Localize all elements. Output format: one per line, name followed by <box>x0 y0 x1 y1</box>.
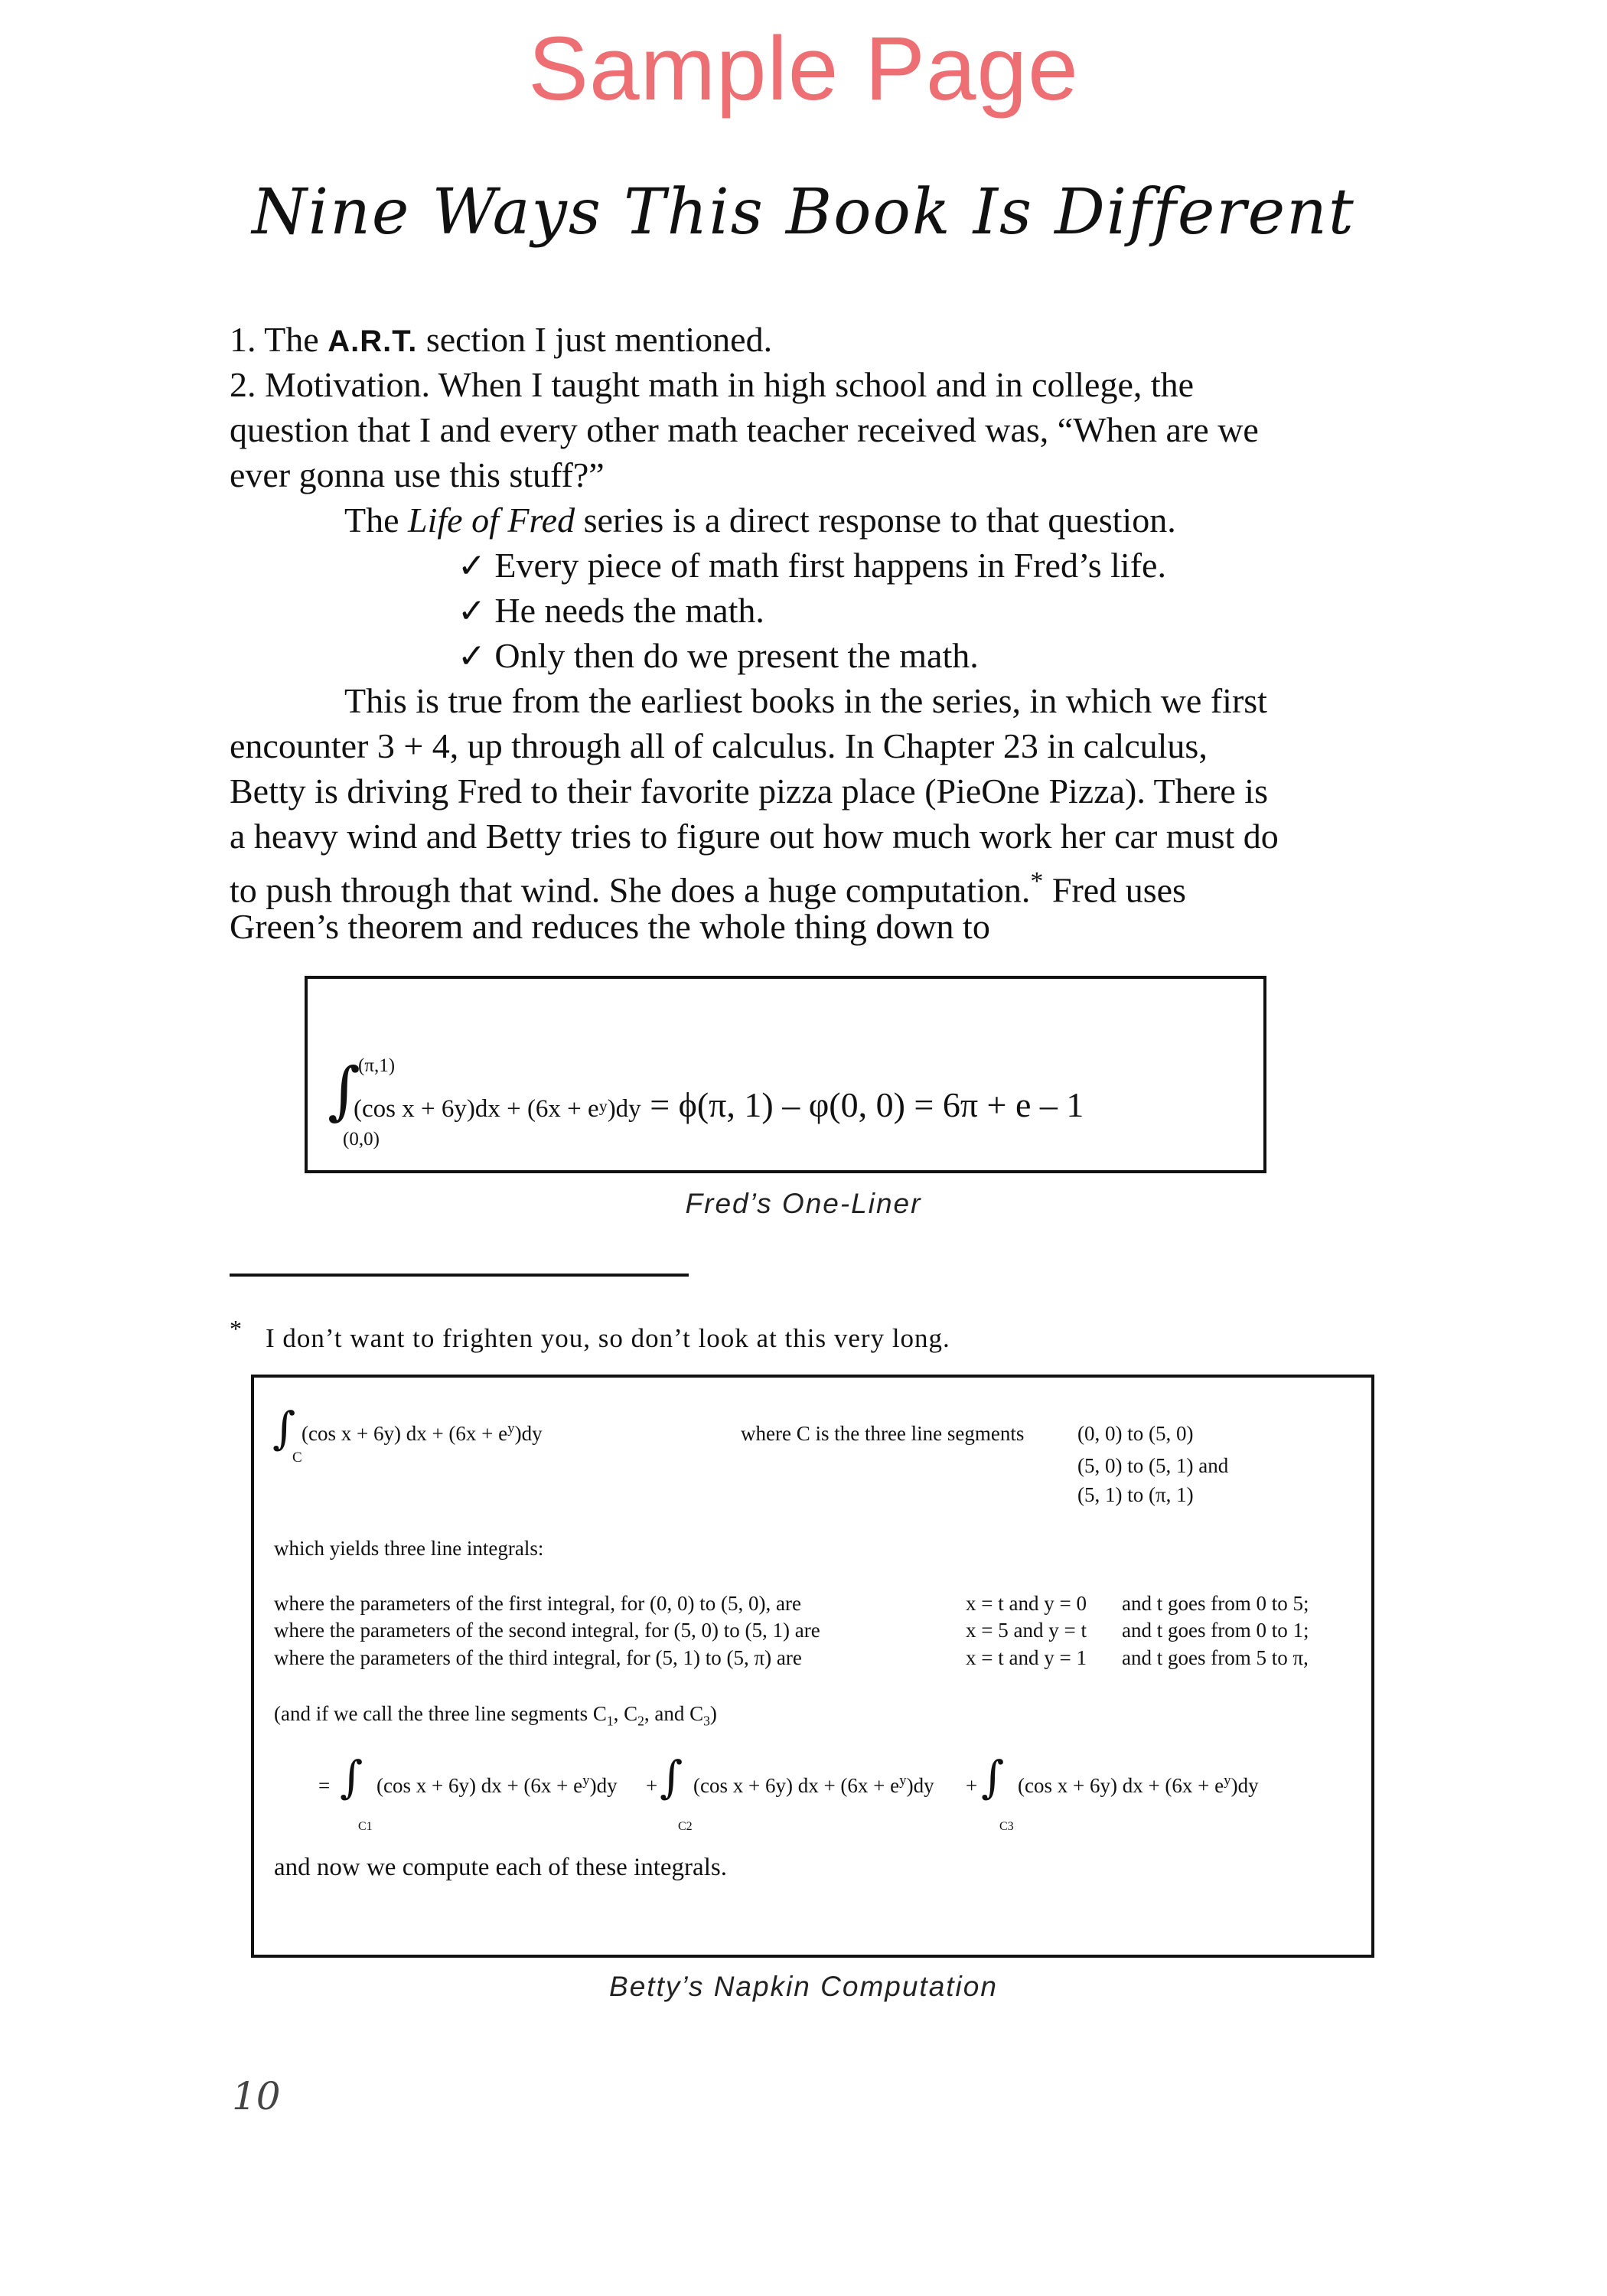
item-1 <box>230 317 772 364</box>
compute-text: and now we compute each of these integrals. <box>274 1854 727 1881</box>
term-b: )dy <box>589 1774 618 1797</box>
term-b: )dy <box>1231 1774 1259 1797</box>
term-a: (cos x + 6y) dx + (6x + e <box>1018 1774 1224 1797</box>
term-a: (cos x + 6y) dx + (6x + e <box>693 1774 900 1797</box>
integrand-sup: y <box>507 1420 515 1437</box>
paragraph-2-line-3: ever gonna use this stuff?” <box>230 455 605 494</box>
param-row-2-right: and t goes from 0 to 1; <box>1122 1619 1309 1642</box>
term-b: )dy <box>906 1774 934 1797</box>
plus-sign: + <box>646 1774 658 1797</box>
footnote-divider <box>230 1274 689 1277</box>
betty-integrand <box>302 1422 543 1446</box>
c1-label: C1 <box>358 1820 373 1833</box>
term-sup: y <box>1224 1773 1231 1789</box>
art-label: A.R.T. <box>328 325 418 358</box>
equation-result: = ϕ(π, 1) – φ(0, 0) = 6π + e – 1 <box>641 1085 1084 1124</box>
term-sup: y <box>899 1773 907 1789</box>
paragraph-2-line-2: question that I and every other math teacher received was, “When are we <box>230 410 1259 449</box>
yields-text: which yields three line integrals: <box>274 1537 544 1560</box>
call-c: , and C <box>644 1702 704 1725</box>
item1-suffix: section I just mentioned. <box>417 320 773 359</box>
call-segments-text <box>274 1702 717 1729</box>
call-sub-1: 1 <box>606 1713 614 1729</box>
p3-suffix: series is a direct response to that question. <box>575 501 1176 540</box>
fred-one-liner-box <box>305 976 1266 1173</box>
equals-sign: = <box>318 1774 331 1797</box>
call-a: (and if we call the three line segments C <box>274 1702 607 1725</box>
lower-limit: (0,0) <box>343 1129 380 1150</box>
footnote-marker: * <box>230 1315 243 1342</box>
term-2 <box>693 1774 934 1798</box>
paragraph-4-line-2: encounter 3 + 4, up through all of calculus. In Chapter 23 in calculus, <box>230 726 1208 765</box>
p4-line5-b: Fred uses <box>1043 870 1186 910</box>
checkmark-icon: ✓ <box>458 637 486 676</box>
term-a: (cos x + 6y) dx + (6x + e <box>376 1774 583 1797</box>
integrand-b: )dy <box>514 1422 543 1445</box>
paragraph-4-line-3: Betty is driving Fred to their favorite pizza place (PieOne Pizza). There is <box>230 771 1268 810</box>
call-b: , C <box>613 1702 638 1725</box>
check-item-text: Every piece of math first happens in Fred’s life. <box>494 546 1166 585</box>
integral-sign-icon: ∫ <box>340 1751 363 1803</box>
page-number: 10 <box>232 2074 281 2118</box>
segment-2: (5, 0) to (5, 1) and <box>1077 1454 1229 1477</box>
paragraph-4-line-4: a heavy wind and Betty tries to figure out how much work her car must do <box>230 817 1279 856</box>
param-row-3-mid: x = t and y = 1 <box>966 1646 1087 1669</box>
book-series-name: Life of Fred <box>408 501 575 540</box>
integral-sign-icon: ∫ <box>981 1751 1005 1803</box>
betty-napkin-box <box>251 1375 1374 1958</box>
paragraph-4-line-1: This is true from the earliest books in the series, in which we first <box>344 681 1267 720</box>
p3-prefix: The <box>344 501 409 540</box>
fred-caption: Fred’s One-Liner <box>685 1188 922 1219</box>
integral-sign-icon: ∫ <box>328 1055 360 1127</box>
where-c-text: where C is the three line segments <box>741 1422 1025 1445</box>
param-row-3-left: where the parameters of the third integral, for (5, 1) to (5, π) are <box>274 1646 802 1669</box>
betty-caption: Betty’s Napkin Computation <box>609 1971 998 2002</box>
term-3 <box>1018 1774 1259 1798</box>
param-row-1-left: where the parameters of the first integral, for (0, 0) to (5, 0), are <box>274 1592 801 1615</box>
segment-3: (5, 1) to (π, 1) <box>1077 1483 1194 1506</box>
call-d: ) <box>709 1702 717 1725</box>
page-title: Nine Ways This Book Is Different <box>252 176 1355 249</box>
checkmark-icon: ✓ <box>458 592 486 631</box>
param-row-3-right: and t goes from 5 to π, <box>1122 1646 1309 1669</box>
paragraph-4-line-6: Green’s theorem and reduces the whole thing down to <box>230 907 990 946</box>
paragraph-3 <box>344 497 1176 543</box>
segment-1: (0, 0) to (5, 0) <box>1077 1422 1194 1445</box>
c2-label: C2 <box>678 1820 693 1833</box>
plus-sign: + <box>966 1774 978 1797</box>
p4-line5-a: to push through that wind. She does a huge computation. <box>230 870 1031 910</box>
integral-sign-icon: ∫ <box>660 1751 683 1803</box>
call-sub-3: 3 <box>703 1713 710 1729</box>
term-sup: y <box>582 1773 590 1789</box>
term-1 <box>376 1774 618 1798</box>
param-row-1-mid: x = t and y = 0 <box>966 1592 1087 1615</box>
param-row-2-mid: x = 5 and y = t <box>966 1619 1087 1642</box>
integrand-sup: y <box>598 1096 608 1116</box>
integrand-a: (cos x + 6y)dx + (6x + e <box>354 1095 599 1123</box>
check-item-text: He needs the math. <box>494 591 764 630</box>
footnote <box>230 1315 950 1354</box>
call-sub-2: 2 <box>637 1713 644 1729</box>
check-item-2 <box>458 588 764 634</box>
check-item-3 <box>458 633 979 679</box>
contour-label: C <box>292 1450 302 1466</box>
integrand-a: (cos x + 6y) dx + (6x + e <box>302 1422 508 1445</box>
item1-prefix: 1. The <box>230 320 328 359</box>
param-row-2-left: where the parameters of the second integral, for (5, 0) to (5, 1) are <box>274 1619 820 1642</box>
param-row-1-right: and t goes from 0 to 5; <box>1122 1592 1309 1615</box>
check-item-text: Only then do we present the math. <box>494 636 979 675</box>
fred-equation <box>354 1084 1084 1125</box>
c3-label: C3 <box>999 1820 1014 1833</box>
check-item-1 <box>458 543 1166 589</box>
checkmark-icon: ✓ <box>458 546 486 585</box>
paragraph-2-line-1: 2. Motivation. When I taught math in high school and in college, the <box>230 365 1195 404</box>
upper-limit: (π,1) <box>358 1055 396 1076</box>
footnote-marker: * <box>1030 867 1044 895</box>
footnote-text: I don’t want to frighten you, so don’t look at this very long. <box>266 1322 950 1353</box>
watermark-sample-page: Sample Page <box>528 18 1079 119</box>
integrand-b: )dy <box>607 1095 641 1123</box>
integral-sign-icon: ∫ <box>272 1402 296 1454</box>
